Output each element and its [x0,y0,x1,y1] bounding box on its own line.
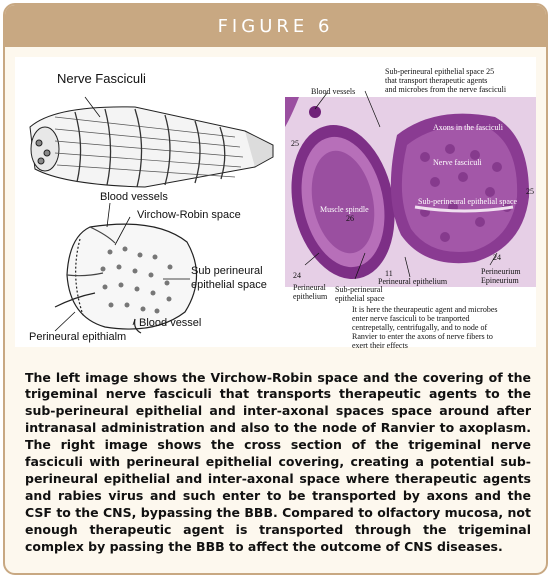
label-blood-vessels-right: Blood vessels [311,87,356,96]
label-blood-vessel: Blood vessel [139,317,202,329]
label-num-26: 26 [346,214,354,223]
label-sub-perineurial-mid: Sub-perineural epithelial space [418,197,518,206]
label-nerve-fasciculi: Nerve Fasciculi [57,71,146,86]
label-muscle-spindle: Muscle spindle [320,205,369,214]
figure-frame [3,3,548,575]
label-perineurial-epithelium-mid: Perineural epithelium [378,277,448,286]
figure-title: FIGURE 6 [217,15,334,37]
label-axons-in-fasciculi: Axons in the fasciculi [433,123,503,132]
label-num-24-right: 24 [493,253,501,262]
label-sub-perineurial-top-3: and microbes from the nerve fasciculi [385,85,507,94]
label-num-24-left: 24 [293,271,301,280]
label-sub-perineural-2: epithelial space [191,279,267,291]
label-perineurium-2: Epineurium [481,276,519,285]
label-note-line-5: exert their effects [352,341,408,350]
label-nerve-fasciculi-right: Nerve fasciculi [433,158,482,167]
label-note-line-2: enter nerve fasciculi to be tranported [352,314,470,323]
label-blood-vessels: Blood vessels [100,191,168,203]
label-num-25-left: 25 [291,139,299,148]
label-num-11: 11 [385,269,393,278]
label-virchow-robin-space: Virchow-Robin space [137,209,241,221]
figure-image-panel [15,57,536,350]
label-sub-perineural-1: Sub perineural [191,265,263,277]
label-sub-perineurial-bottom-1: Sub-perineural [335,285,383,294]
label-note-line-1: It is here the theurapeutic agent and microbes [352,305,498,314]
figure-caption: The left image shows the Virchow-Robin space and the covering of the trigeminal nerve fasciculi that transports therapeutic agents to the sub-perineural epithelial and inter-axonal spaces space around after intranasal administration and also to the node of Ranvier to axoplasm. The right image shows the cross section of the trigeminal nerve fasciculi with perineural epithelial covering, creating a potential sub-perineural epithelial and inter-axonal space where therapeutic agents and rabies virus and such enter to be transported by axons and the CSF to the CNS, bypassing the BBB. Compared to olfactory mucosa, not enough therapeutic agent is transported through the trigeminal complex by passing the BBB to affect the outcome of CNS diseases. [25,369,531,554]
fasciculi-bundle-drawing [30,107,273,187]
label-sub-perineurial-bottom-2: epithelial space [335,294,385,303]
label-note-line-3: centrepetally, centrifugally, and to node of [352,323,488,332]
label-sub-perineurial-top-1: Sub-perineural epithelial space 25 [385,67,495,76]
figure-header [5,5,546,47]
label-perineural-epithelium: Perineural epithialm [29,331,127,343]
label-note-line-4: Ranvier to enter the axons of nerve fibers to [352,332,493,341]
label-perineurial-epithelium-left-1: Perineural [293,283,326,292]
label-perineurial-epithelium-left-2: epithelium [293,292,328,301]
label-sub-perineurial-top-2: that transport therapeutic agents [385,76,488,85]
label-perineurium-1: Perineurium [481,267,521,276]
label-num-25-right: 25 [526,187,534,196]
